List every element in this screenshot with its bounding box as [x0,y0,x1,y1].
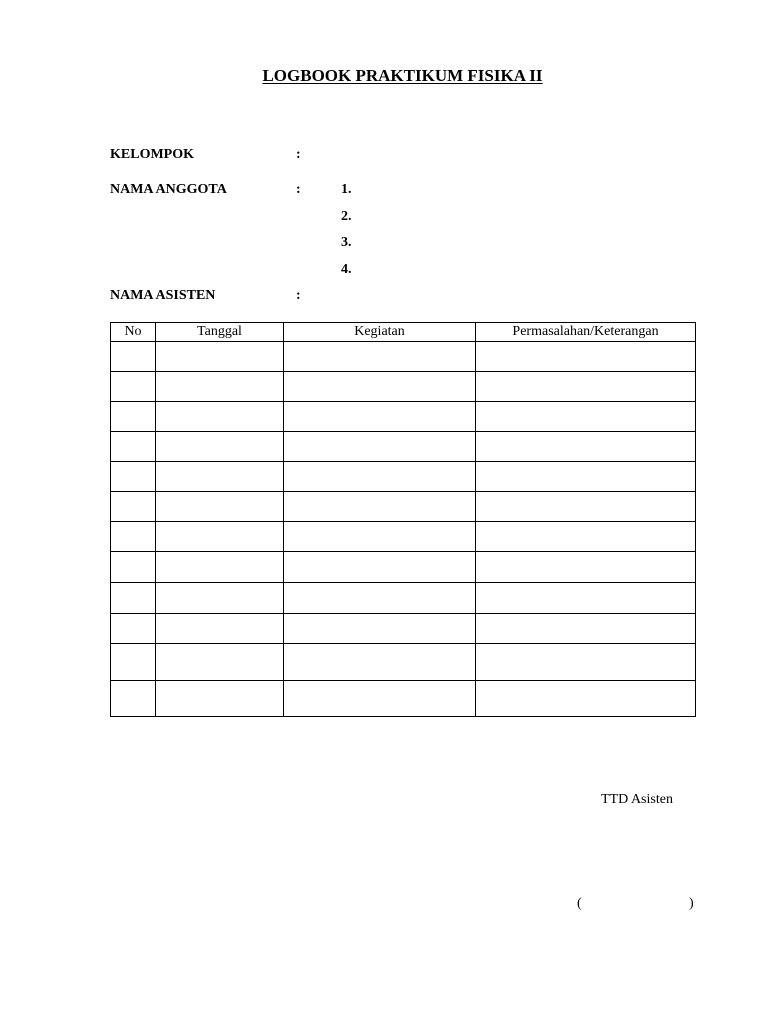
cell-permasalahan[interactable] [476,522,696,552]
cell-kegiatan[interactable] [284,402,476,432]
cell-tanggal[interactable] [156,432,284,462]
cell-permasalahan[interactable] [476,583,696,614]
asisten-label: NAMA ASISTEN [110,288,216,303]
cell-no[interactable] [111,681,156,717]
header-permasalahan: Permasalahan/Keterangan [476,323,696,342]
table-row [111,432,696,462]
table-row [111,492,696,522]
header-kegiatan: Kegiatan [284,323,476,342]
cell-tanggal[interactable] [156,372,284,402]
cell-tanggal[interactable] [156,644,284,681]
kelompok-colon: : [296,147,301,162]
cell-no[interactable] [111,402,156,432]
cell-kegiatan[interactable] [284,492,476,522]
table-row [111,644,696,681]
signature-label: TTD Asisten [601,792,673,807]
cell-no[interactable] [111,432,156,462]
cell-permasalahan[interactable] [476,552,696,583]
cell-permasalahan[interactable] [476,372,696,402]
cell-no[interactable] [111,644,156,681]
table-header-row [111,323,696,342]
anggota-label: NAMA ANGGOTA [110,182,227,197]
table-row [111,522,696,552]
header-tanggal: Tanggal [156,323,284,342]
member-number-2: 2. [341,209,352,224]
member-number-4: 4. [341,262,352,277]
cell-kegiatan[interactable] [284,552,476,583]
cell-kegiatan[interactable] [284,614,476,644]
cell-tanggal[interactable] [156,342,284,372]
cell-tanggal[interactable] [156,462,284,492]
cell-no[interactable] [111,522,156,552]
cell-permasalahan[interactable] [476,492,696,522]
member-number-1: 1. [341,182,352,197]
cell-permasalahan[interactable] [476,614,696,644]
cell-tanggal[interactable] [156,402,284,432]
cell-tanggal[interactable] [156,492,284,522]
anggota-colon: : [296,182,301,197]
cell-permasalahan[interactable] [476,644,696,681]
table-row [111,583,696,614]
cell-kegiatan[interactable] [284,583,476,614]
cell-permasalahan[interactable] [476,681,696,717]
signature-close-paren: ) [689,896,694,911]
cell-tanggal[interactable] [156,583,284,614]
cell-kegiatan[interactable] [284,372,476,402]
cell-no[interactable] [111,462,156,492]
cell-no[interactable] [111,372,156,402]
page-title: LOGBOOK PRAKTIKUM FISIKA II [262,66,543,85]
table-body [111,342,696,717]
cell-kegiatan[interactable] [284,681,476,717]
header-no: No [111,323,156,342]
cell-permasalahan[interactable] [476,402,696,432]
cell-permasalahan[interactable] [476,342,696,372]
cell-no[interactable] [111,492,156,522]
cell-tanggal[interactable] [156,522,284,552]
signature-open-paren: ( [577,896,582,911]
cell-kegiatan[interactable] [284,342,476,372]
asisten-colon: : [296,288,301,303]
cell-tanggal[interactable] [156,681,284,717]
table-row [111,402,696,432]
cell-no[interactable] [111,614,156,644]
cell-no[interactable] [111,583,156,614]
cell-kegiatan[interactable] [284,432,476,462]
table-row [111,614,696,644]
cell-no[interactable] [111,342,156,372]
table-row [111,372,696,402]
cell-permasalahan[interactable] [476,462,696,492]
cell-no[interactable] [111,552,156,583]
cell-kegiatan[interactable] [284,462,476,492]
cell-kegiatan[interactable] [284,522,476,552]
cell-tanggal[interactable] [156,552,284,583]
table-row [111,342,696,372]
cell-tanggal[interactable] [156,614,284,644]
table-row [111,462,696,492]
member-number-3: 3. [341,235,352,250]
kelompok-label: KELOMPOK [110,147,194,162]
cell-kegiatan[interactable] [284,644,476,681]
logbook-table [110,322,696,717]
table-row [111,552,696,583]
cell-permasalahan[interactable] [476,432,696,462]
table-row [111,681,696,717]
